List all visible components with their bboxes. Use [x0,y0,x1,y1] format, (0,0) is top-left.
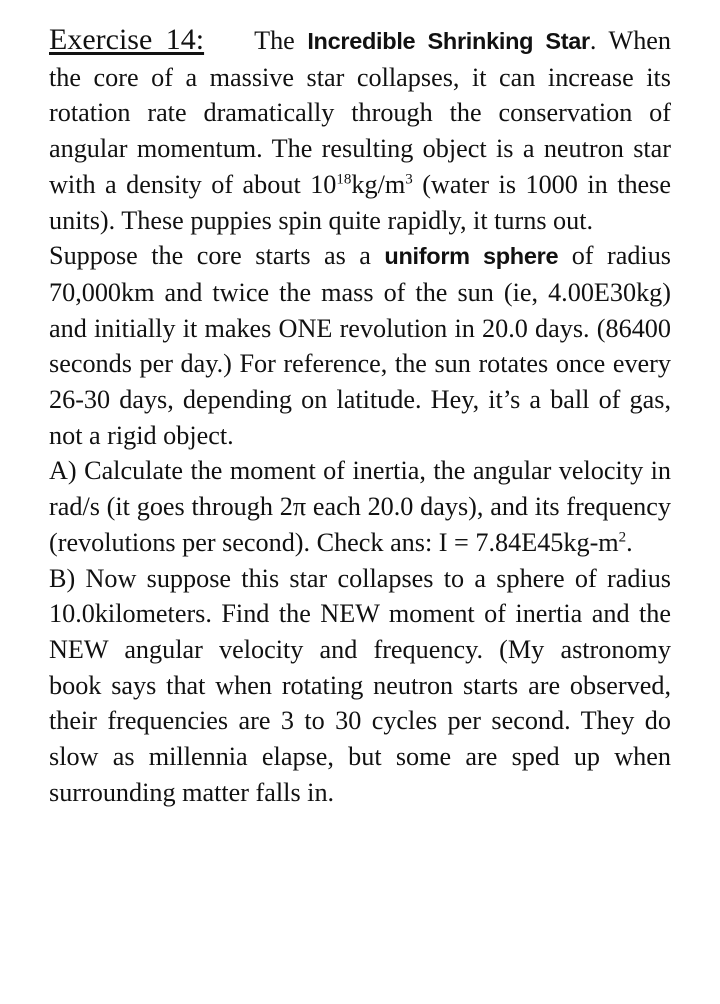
star-name-end: . [589,26,597,55]
exercise-title: Exercise 14: [49,23,205,56]
exercise-page [49,22,671,810]
intro-tail: (water is 1000 in these units). These puppies spin quite rapidly, it turns out. [49,169,671,235]
uniform-sphere-emphasis: uniform sphere [384,243,559,270]
density-unit: kg/m [351,169,406,199]
intro-the: The [254,26,295,55]
part-b-text: B) Now suppose this star collapses to a sphere of radius 10.0kilometers. Find the NEW moment of inertia and the NEW angular velocity and frequency. (My astronomy book says that when rotating neutron starts are observed, their frequencies are 3 to 30 cycles per second. They do slow as millennia elapse, but some are sped up when surrounding matter falls in. [49,563,671,807]
star-name: Incredible Shrinking Star [307,28,590,54]
part-a-exponent: 2 [618,529,627,546]
part-a-paragraph [49,453,671,560]
density-unit-exponent: 3 [405,171,413,188]
part-a-text: A) Calculate the moment of inertia, the angular velocity in rad/s (it goes through 2π each 20.0 days), and its frequency (revolutions per second). Check ans: I = 7.84E45kg-m [49,456,671,557]
part-a-end: . [626,527,633,557]
exercise-intro-paragraph [49,22,671,238]
setup-start: Suppose the core starts as a [49,241,371,271]
setup-rest: of radius 70,000km and twice the mass of the sun (ie, 4.00E30kg) and initially it makes ONE revolution in 20.0 days. (86400 seconds per day.) For reference, the sun rotates once every 26-30 days, depending on latitude. Hey, it’s a ball of gas, not a rigid object. [49,241,671,450]
part-b-paragraph [49,561,671,811]
intro-text: When the core of a massive star collapses, it can increase its rotation rate dramatically through the conservation of angular momentum. The resulting object is a neutron star with a density of about 10 [49,26,672,199]
density-exponent: 18 [336,171,352,188]
setup-paragraph [49,238,671,453]
